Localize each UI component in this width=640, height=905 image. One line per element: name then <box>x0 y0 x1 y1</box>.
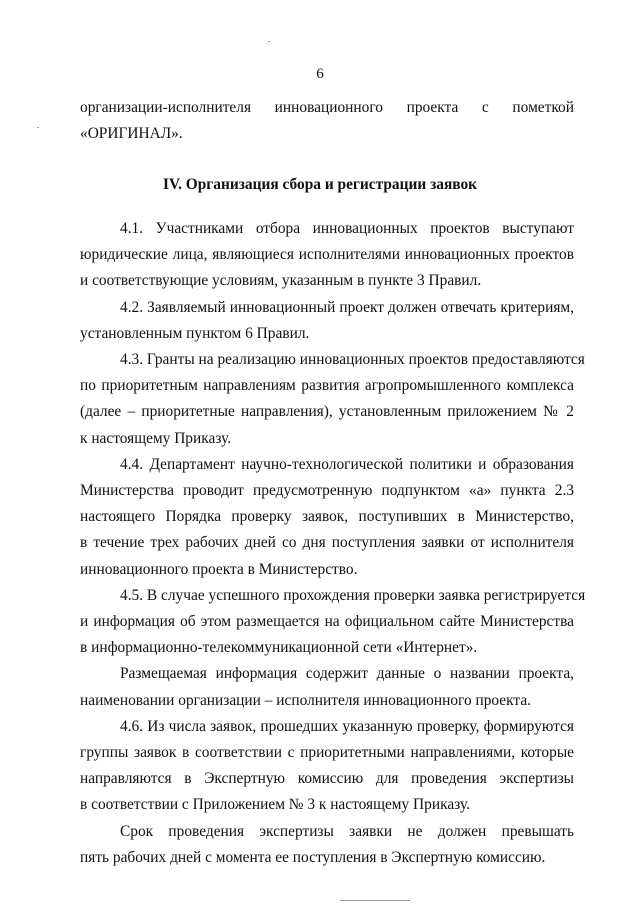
text-line: в течение трех рабочих дней со дня поступления заявки от исполнителя <box>80 534 574 552</box>
text-line: инновационного проекта в Министерство. <box>80 560 358 578</box>
text-line: к настоящему Приказу. <box>80 429 232 447</box>
text-line: Размещаемая информация содержит данные о названии проекта, <box>120 665 574 683</box>
text-line: наименовании организации – исполнителя инновационного проекта. <box>80 691 532 709</box>
text-line: Срок проведения экспертизы заявки не должен превышать <box>120 822 574 840</box>
text-line: 4.1. Участниками отбора инновационных проектов выступают <box>120 220 574 237</box>
text-line: 4.4. Департамент научно-технологической политики и образования <box>120 455 574 473</box>
text-line: (далее – приоритетные направления), установленным приложением № 2 <box>80 403 574 421</box>
text-line: юридические лица, являющиеся исполнителями инновационных проектов <box>80 246 574 264</box>
text-line: по приоритетным направлениям развития агропромышленного комплекса <box>80 377 574 395</box>
paragraph-4-6-term <box>80 819 574 871</box>
section-heading: IV. Организация сбора и регистрации заявок <box>162 176 478 193</box>
scan-speck <box>340 900 410 901</box>
paragraph-4-5 <box>80 583 586 662</box>
scan-speck <box>268 41 270 42</box>
text-line: и информация об этом размещается на официальном сайте Министерства <box>80 613 574 631</box>
paragraph-4-3 <box>80 347 585 452</box>
text-line: 4.3. Гранты на реализацию инновационных проектов предоставляются <box>120 351 585 369</box>
section-body <box>80 216 586 871</box>
scan-speck <box>37 127 39 128</box>
intro-line-2: «ОРИГИНАЛ». <box>80 125 183 143</box>
text-line: в соответствии с Приложением № 3 к настоящему Приказу. <box>80 796 470 814</box>
text-line: Министерства проводит предусмотренную подпунктом «а» пункта 2.3 <box>80 482 574 500</box>
paragraph-4-6 <box>80 714 574 819</box>
paragraph-4-1 <box>80 216 574 295</box>
text-line: пять рабочих дней с момента ее поступления в Экспертную комиссию. <box>80 848 546 866</box>
paragraph-4-4 <box>80 452 574 583</box>
page-number: 6 <box>316 66 324 82</box>
intro-block <box>80 95 574 147</box>
text-line: настоящего Порядка проверку заявок, поступивших в Министерство, <box>80 508 574 526</box>
text-line: и соответствующие условиям, указанным в пункте 3 Правил. <box>80 272 482 290</box>
text-line: в информационно-телекоммуникационной сети «Интернет». <box>80 639 478 657</box>
text-line: установленным пунктом 6 Правил. <box>80 324 310 342</box>
text-line: направляются в Экспертную комиссию для проведения экспертизы <box>80 770 574 788</box>
paragraph-4-5-info <box>80 661 574 713</box>
paragraph-4-2 <box>80 295 574 347</box>
text-line: 4.5. В случае успешного прохождения проверки заявка регистрируется <box>120 586 586 604</box>
text-line: группы заявок в соответствии с приоритетными направлениями, которые <box>80 744 574 762</box>
text-line: 4.6. Из числа заявок, прошедших указанную проверку, формируются <box>120 717 574 735</box>
intro-line-1: организации-исполнителя инновационного проекта с пометкой <box>80 99 574 116</box>
text-line: 4.2. Заявляемый инновационный проект должен отвечать критериям, <box>120 298 574 316</box>
